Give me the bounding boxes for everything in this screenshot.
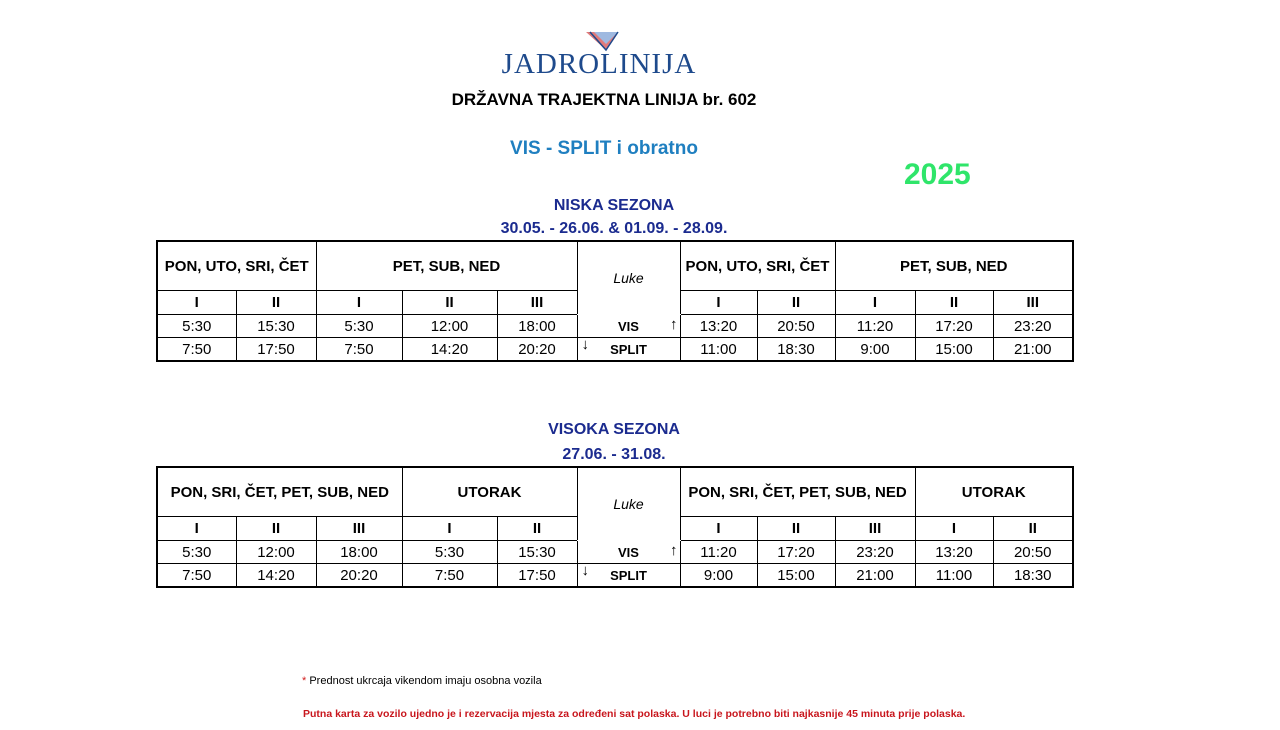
high-season-table [156,466,1074,588]
departure-number: II [497,517,577,541]
time-cell: 9:00 [680,564,757,588]
departure-number: II [757,517,835,541]
time-cell: 15:00 [915,338,993,362]
time-cell: 13:20 [915,541,993,564]
arrow-up-icon: ↑ [670,316,678,333]
route-title: VIS - SPLIT i obratno [510,138,698,159]
departure-number: III [835,517,915,541]
time-cell: 18:00 [316,541,402,564]
time-cell: 11:20 [680,541,757,564]
time-cell: 20:50 [757,315,835,338]
time-cell: 11:00 [915,564,993,588]
departure-number: I [680,291,757,315]
time-cell: 17:50 [236,338,316,362]
time-cell: 20:50 [993,541,1073,564]
departure-number: II [402,291,497,315]
arrow-down-icon: ↓ [581,337,589,353]
time-cell: 17:20 [757,541,835,564]
port-vis [577,315,680,338]
departure-number: I [835,291,915,315]
time-cell: 7:50 [157,564,236,588]
time-cell: 9:00 [835,338,915,362]
time-cell: 17:50 [497,564,577,588]
departure-number: II [915,291,993,315]
arrow-up-icon: ↑ [670,542,678,559]
departure-number: II [236,517,316,541]
table-row [157,338,1073,362]
port-name: VIS [618,318,639,334]
time-cell: 18:00 [497,315,577,338]
time-cell: 21:00 [993,338,1073,362]
low-season-dates: 30.05. - 26.06. & 01.09. - 28.09. [500,220,728,237]
low-group-right-1: PON, UTO, SRI, ČET [680,241,835,291]
priority-note [302,675,542,687]
port-split [577,338,680,362]
time-cell: 23:20 [835,541,915,564]
departure-number: I [402,517,497,541]
departure-number: III [993,291,1073,315]
departure-number: III [497,291,577,315]
high-group-right-2: UTORAK [915,467,1073,517]
port-split [577,564,680,588]
low-group-left-1: PON, UTO, SRI, ČET [157,241,316,291]
high-group-left-1: PON, SRI, ČET, PET, SUB, NED [157,467,402,517]
low-season-title: NISKA SEZONA [553,197,675,214]
time-cell: 14:20 [236,564,316,588]
time-cell: 7:50 [402,564,497,588]
departure-number: III [316,517,402,541]
time-cell: 18:30 [757,338,835,362]
ticket-warning: Putna karta za vozilo ujedno je i rezervacija mjesta za određeni sat polaska. U luci je potrebno biti najkasnije 45 minuta prije polaska. [303,708,966,720]
departure-number: II [757,291,835,315]
jadrolinija-logo [484,26,714,82]
time-cell: 5:30 [157,315,236,338]
note-star: * [302,675,307,687]
time-cell: 11:00 [680,338,757,362]
time-cell: 5:30 [402,541,497,564]
arrow-down-icon: ↓ [581,563,589,579]
port-name: SPLIT [610,341,647,357]
departure-number: I [316,291,402,315]
time-cell: 15:30 [497,541,577,564]
departure-number: II [993,517,1073,541]
time-cell: 18:30 [993,564,1073,588]
low-group-left-2: PET, SUB, NED [316,241,577,291]
line-title: DRŽAVNA TRAJEKTNA LINIJA br. 602 [451,90,757,109]
departure-number: I [680,517,757,541]
high-season-dates: 27.06. - 31.08. [562,446,666,463]
year-label: 2025 [904,158,971,191]
time-cell: 11:20 [835,315,915,338]
time-cell: 5:30 [157,541,236,564]
time-cell: 12:00 [236,541,316,564]
priority-note-text: Prednost ukrcaja vikendom imaju osobna vozila [309,675,542,687]
departure-number: II [236,291,316,315]
time-cell: 15:30 [236,315,316,338]
ports-label: Luke [577,241,680,315]
time-cell: 21:00 [835,564,915,588]
time-cell: 5:30 [316,315,402,338]
port-name: VIS [618,544,639,560]
time-cell: 23:20 [993,315,1073,338]
time-cell: 14:20 [402,338,497,362]
time-cell: 12:00 [402,315,497,338]
port-name: SPLIT [610,567,647,583]
high-group-left-2: UTORAK [402,467,577,517]
time-cell: 7:50 [157,338,236,362]
departure-number: I [157,517,236,541]
time-cell: 17:20 [915,315,993,338]
departure-number: I [157,291,236,315]
high-season-title: VISOKA SEZONA [548,421,680,438]
low-season-table [156,240,1074,362]
time-cell: 20:20 [316,564,402,588]
logo-text: JADROLINIJA [501,48,697,80]
port-vis [577,541,680,564]
time-cell: 20:20 [497,338,577,362]
ports-label: Luke [577,467,680,541]
time-cell: 13:20 [680,315,757,338]
time-cell: 7:50 [316,338,402,362]
table-row [157,541,1073,564]
time-cell: 15:00 [757,564,835,588]
low-group-right-2: PET, SUB, NED [835,241,1073,291]
table-row [157,315,1073,338]
high-group-right-1: PON, SRI, ČET, PET, SUB, NED [680,467,915,517]
table-row [157,564,1073,588]
departure-number: I [915,517,993,541]
